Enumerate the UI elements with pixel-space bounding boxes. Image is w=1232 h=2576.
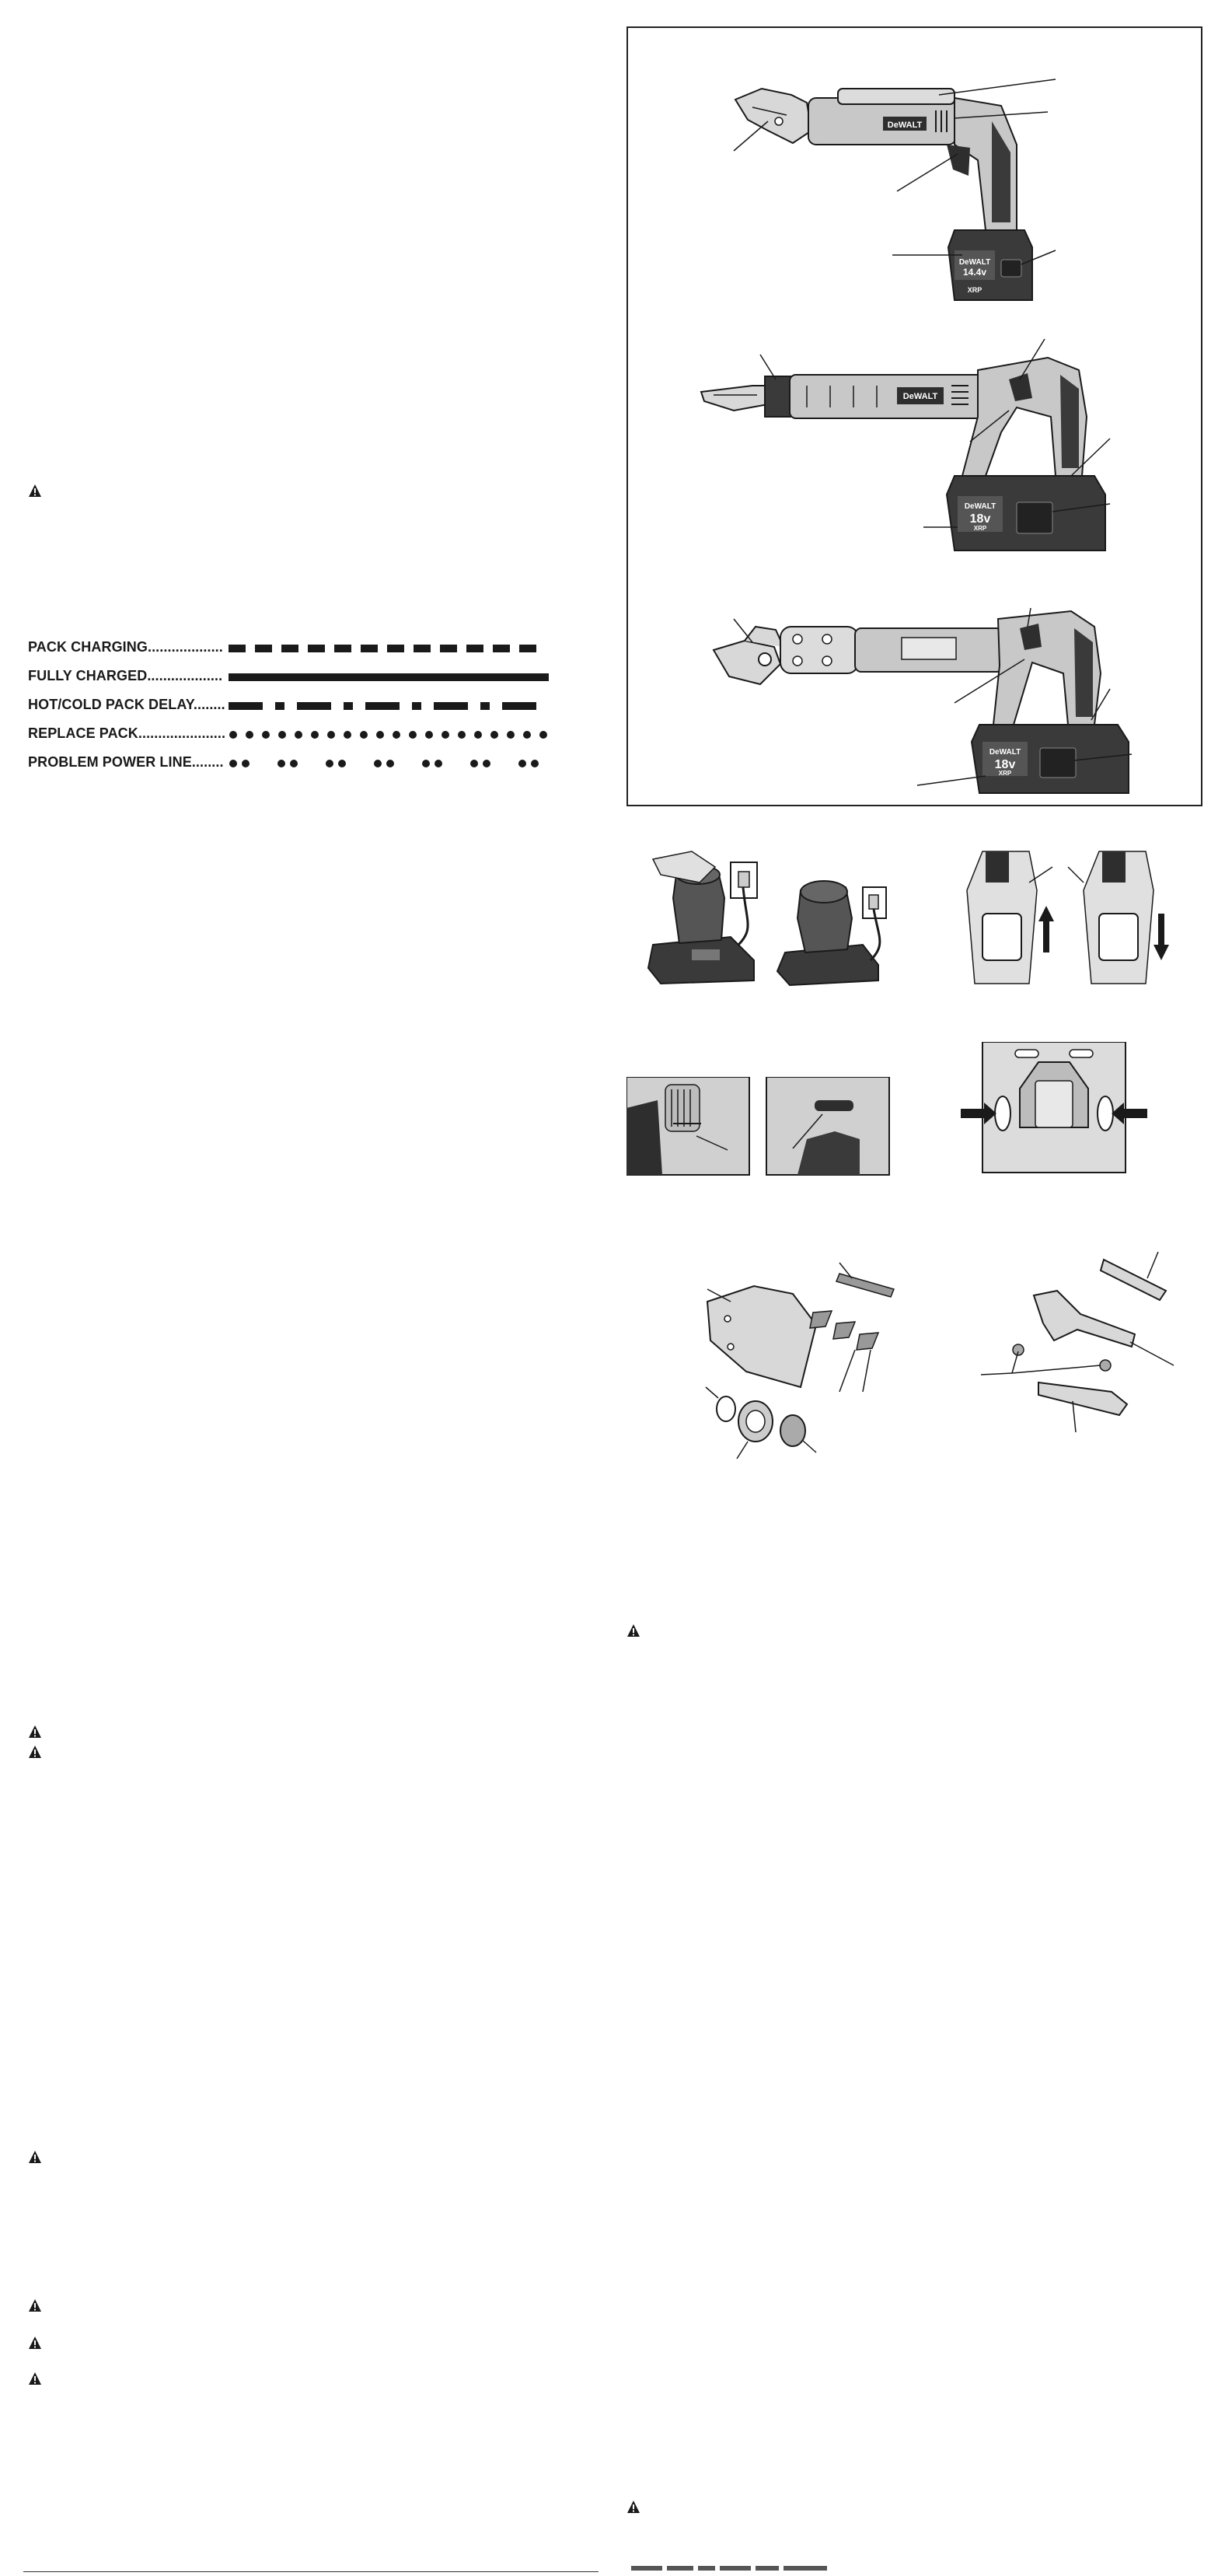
tool1-battery-xrp: XRP bbox=[967, 286, 982, 294]
tool2-brand-text: DeWALT bbox=[902, 392, 938, 401]
warning-icon bbox=[28, 1745, 42, 1759]
warning-icon bbox=[28, 2298, 42, 2312]
legend-pattern-dash bbox=[229, 642, 549, 655]
tool3-battery-xrp: XRP bbox=[998, 770, 1012, 777]
warning-icon bbox=[28, 2150, 42, 2164]
clipped-footer-text bbox=[631, 2564, 872, 2571]
warning-icon bbox=[28, 2336, 42, 2350]
tool-illustration-cutter-18v bbox=[706, 572, 1172, 806]
figure-blade-parts bbox=[700, 1255, 902, 1465]
legend-pattern-dots bbox=[229, 729, 549, 741]
tool-illustration-shear-18v bbox=[690, 323, 1157, 580]
tool2-battery-brand: DeWALT bbox=[964, 502, 996, 511]
legend-pattern-dashdot bbox=[229, 700, 549, 712]
tool3-battery-voltage: 18v bbox=[994, 758, 1016, 771]
legend-label-pack-charging: PACK CHARGING................... bbox=[28, 639, 223, 655]
tool1-battery-voltage: 14.4v bbox=[962, 267, 987, 278]
legend-pattern-solid bbox=[229, 671, 549, 683]
warning-icon bbox=[28, 1725, 42, 1739]
tool1-brand-text: DeWALT bbox=[887, 121, 923, 130]
tool1-battery-brand: DeWALT bbox=[958, 258, 991, 267]
tool2-battery-xrp: XRP bbox=[973, 525, 987, 532]
legend-label-replace-pack: REPLACE PACK...................... bbox=[28, 725, 226, 741]
figure-battery-release bbox=[961, 1042, 1147, 1174]
legend-label-problem-power-line: PROBLEM POWER LINE........ bbox=[28, 754, 224, 770]
tool-figure-frame bbox=[626, 26, 1202, 806]
legend-label-fully-charged: FULLY CHARGED................... bbox=[28, 668, 223, 683]
warning-icon bbox=[28, 484, 42, 498]
figure-trigger-switch bbox=[626, 1077, 891, 1178]
page-footer-rule bbox=[23, 2571, 599, 2572]
warning-icon bbox=[626, 1624, 640, 1638]
tool3-battery-brand: DeWALT bbox=[989, 748, 1021, 757]
figure-battery-insert-remove bbox=[951, 844, 1185, 991]
figure-blade-assembly bbox=[979, 1249, 1181, 1443]
tool-illustration-shear-14v bbox=[721, 67, 1126, 347]
warning-icon bbox=[626, 2500, 640, 2514]
tool2-battery-voltage: 18v bbox=[969, 512, 991, 526]
warning-icon bbox=[28, 2372, 42, 2386]
legend-label-hot-cold-pack-delay: HOT/COLD PACK DELAY........ bbox=[28, 697, 225, 712]
figure-charger-insert bbox=[637, 844, 902, 991]
legend-pattern-pairs bbox=[229, 757, 549, 770]
